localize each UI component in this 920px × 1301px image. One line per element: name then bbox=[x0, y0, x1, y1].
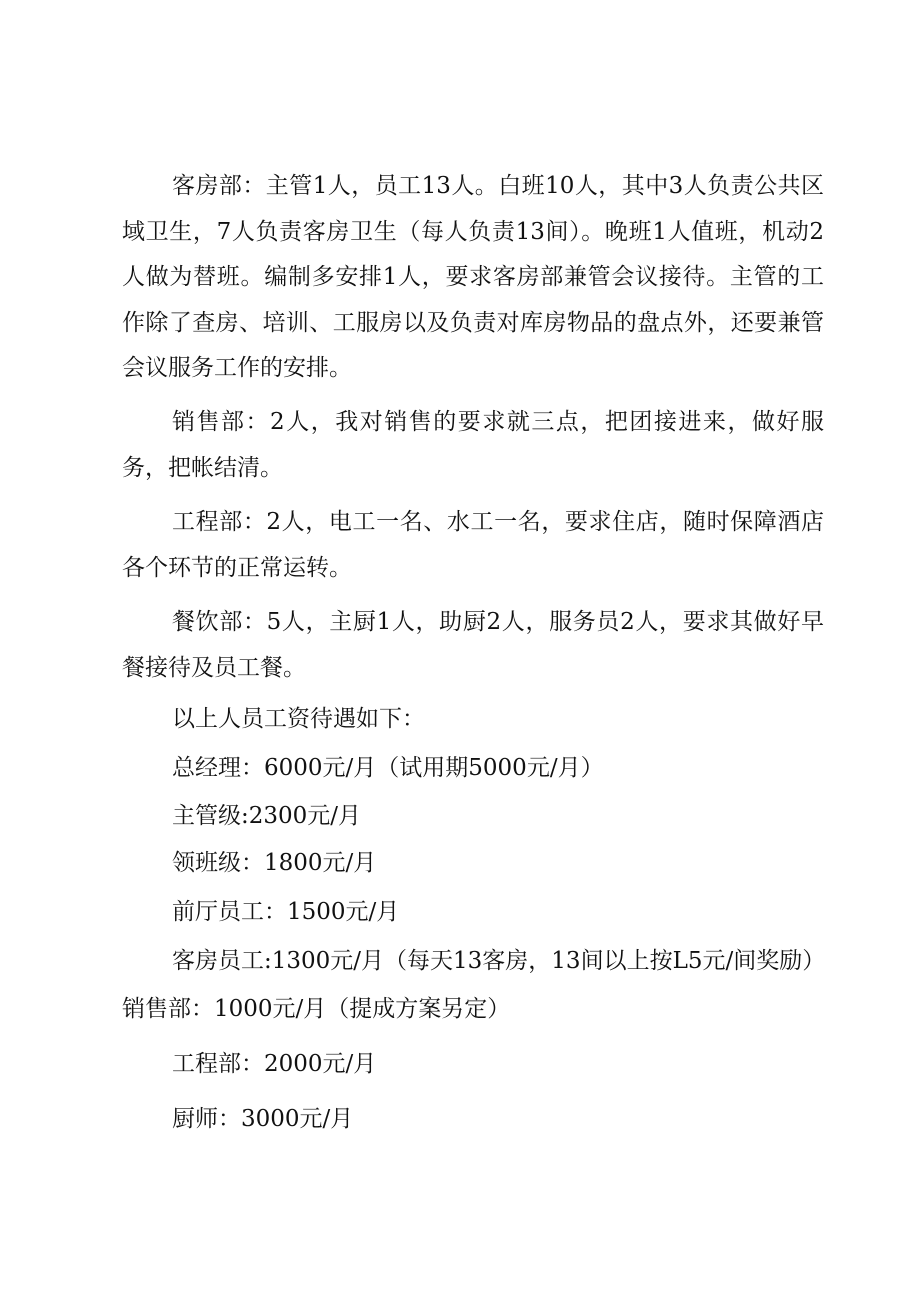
paragraph-catering: 餐饮部：5人，主厨1人，助厨2人，服务员2人，要求其做好早餐接待及员工餐。 bbox=[122, 609, 824, 681]
salary-engineering: 工程部：2000元/月 bbox=[172, 1051, 377, 1077]
salary-sales: 销售部：1000元/月（提成方案另定） bbox=[122, 996, 511, 1022]
paragraph-sales: 销售部：2人，我对销售的要求就三点，把团接进来，做好服务，把帐结清。 bbox=[122, 409, 824, 481]
salary-housekeeping: 客房员工:1300元/月（每天13客房，13间以上按L5元/间奖励） bbox=[172, 948, 826, 974]
paragraph-engineering: 工程部：2人，电工一名、水工一名，要求住店，随时保障酒店各个环节的正常运转。 bbox=[122, 509, 824, 581]
salary-general-manager: 总经理：6000元/月（试用期5000元/月） bbox=[172, 755, 604, 781]
salary-supervisor: 主管级:2300元/月 bbox=[172, 803, 362, 829]
salary-chef: 厨师：3000元/月 bbox=[172, 1106, 354, 1132]
salary-front-desk: 前厅员工：1500元/月 bbox=[172, 899, 400, 925]
salary-team-leader: 领班级：1800元/月 bbox=[172, 850, 377, 876]
salary-intro: 以上人员工资待遇如下： bbox=[172, 706, 425, 732]
paragraph-housekeeping: 客房部：主管1人，员工13人。白班10人，其中3人负责公共区域卫生，7人负责客房卫生（每人负责13间）。晚班1人值班，机动2人做为替班。编制多安排1人，要求客房部兼管会议接待。主管的工作除了查房、培训、工服房以及负责对库房物品的盘点外，还要兼管会议服务工作的安排。 bbox=[122, 173, 824, 381]
